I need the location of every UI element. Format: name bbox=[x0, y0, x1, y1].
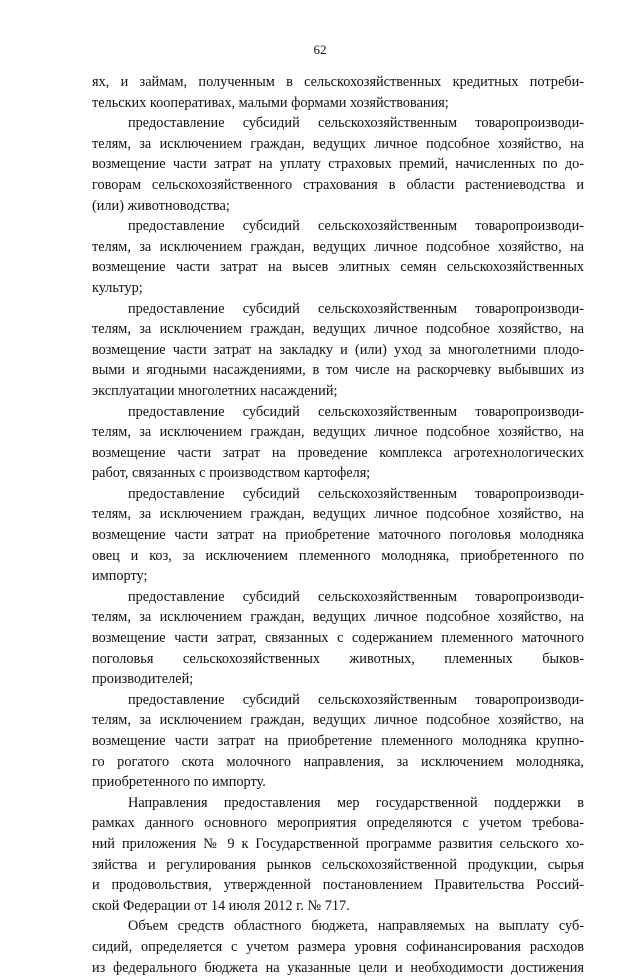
text-line: ях, и займам, полученным в сельскохозяйственных кредитных потреби- bbox=[92, 74, 584, 90]
text-line: возмещение части затрат на уплату страховых премий, начисленных по до- bbox=[92, 156, 584, 173]
text-line: предоставление субсидий сельскохозяйственным товаропроизводи- bbox=[128, 588, 584, 605]
text-line: выми и ягодными насаждениями, в том числе на раскорчевку выбывших из bbox=[92, 362, 584, 379]
text-line: возмещение части затрат на приобретение племенного молодняка крупно- bbox=[92, 733, 584, 749]
text-line: рамках данного основного мероприятия определяются с учетом требова- bbox=[92, 815, 584, 832]
text-line: ний приложения № 9 к Государственной программе развития сельского хо- bbox=[92, 835, 584, 852]
text-line: предоставление субсидий сельскохозяйственным товаропроизводи- bbox=[128, 218, 584, 235]
text-line: го рогатого скота молочного направления, за исключением молодняка, bbox=[92, 753, 584, 770]
text-line: возмещение части затрат на высев элитных семян сельскохозяйственных bbox=[92, 259, 584, 276]
text-line: телям, за исключением граждан, ведущих личное подсобное хозяйство, на bbox=[92, 135, 584, 152]
text-line: предоставление субсидий сельскохозяйственным товаропроизводи- bbox=[128, 403, 584, 420]
text-line: возмещение части затрат на проведение комплекса агротехнологических bbox=[92, 444, 584, 461]
text-line: возмещение части затрат, связанных с содержанием племенного маточного bbox=[92, 630, 584, 647]
text-line: телям, за исключением граждан, ведущих личное подсобное хозяйство, на bbox=[92, 321, 584, 338]
text-line: Объем средств областного бюджета, направляемых на выплату суб- bbox=[128, 918, 584, 935]
text-line: культур; bbox=[92, 279, 143, 296]
text-line: предоставление субсидий сельскохозяйственным товаропроизводи- bbox=[128, 691, 584, 708]
text-line: из федерального бюджета на указанные цели и необходимости достижения bbox=[92, 959, 584, 976]
page-number: 62 bbox=[313, 42, 327, 57]
text-line: телям, за исключением граждан, ведущих личное подсобное хозяйство, на bbox=[92, 238, 584, 255]
text-line: производителей; bbox=[92, 671, 194, 688]
text-line: работ, связанных с производством картофеля; bbox=[92, 465, 371, 482]
text-line: предоставление субсидий сельскохозяйственным товаропроизводи- bbox=[128, 115, 584, 132]
text-line: поголовья сельскохозяйственных животных, племенных быков- bbox=[92, 650, 584, 667]
text-line: телям, за исключением граждан, ведущих личное подсобное хозяйство, на bbox=[92, 712, 584, 729]
text-line: сидий, определяется с учетом размера уровня софинансирования расходов bbox=[92, 938, 584, 955]
text-line: возмещение части затрат на закладку и (или) уход за многолетними плодо- bbox=[92, 341, 584, 358]
text-line: возмещение части затрат на приобретение маточного поголовья молодняка bbox=[92, 527, 584, 544]
text-line: предоставление субсидий сельскохозяйственным товаропроизводи- bbox=[128, 485, 584, 502]
text-line: ской Федерации от 14 июля 2012 г. № 717. bbox=[92, 897, 350, 914]
text-line: Направления предоставления мер государственной поддержки в bbox=[128, 794, 584, 811]
text-line: говорам сельскохозяйственного страхования в области растениеводства и bbox=[92, 176, 584, 193]
document-body bbox=[92, 72, 584, 978]
text-line: приобретенного по импорту. bbox=[92, 774, 266, 791]
text-line: и продовольствия, утвержденной постановлением Правительства Россий- bbox=[92, 877, 584, 894]
text-line: овец и коз, за исключением племенного молодняка, приобретенного по bbox=[92, 547, 584, 564]
text-line: эксплуатации многолетних насаждений; bbox=[92, 382, 338, 399]
text-line: предоставление субсидий сельскохозяйственным товаропроизводи- bbox=[128, 300, 584, 317]
text-line: зяйства и регулирования рынков сельскохозяйственной продукции, сырья bbox=[92, 856, 584, 873]
text-line: тельских кооперативах, малыми формами хозяйствования; bbox=[92, 94, 449, 111]
text-line: телям, за исключением граждан, ведущих личное подсобное хозяйство, на bbox=[92, 609, 584, 626]
text-line: телям, за исключением граждан, ведущих личное подсобное хозяйство, на bbox=[92, 506, 584, 523]
text-line: телям, за исключением граждан, ведущих личное подсобное хозяйство, на bbox=[92, 424, 584, 441]
text-line: импорту; bbox=[92, 568, 148, 585]
text-line: (или) животноводства; bbox=[92, 197, 230, 214]
